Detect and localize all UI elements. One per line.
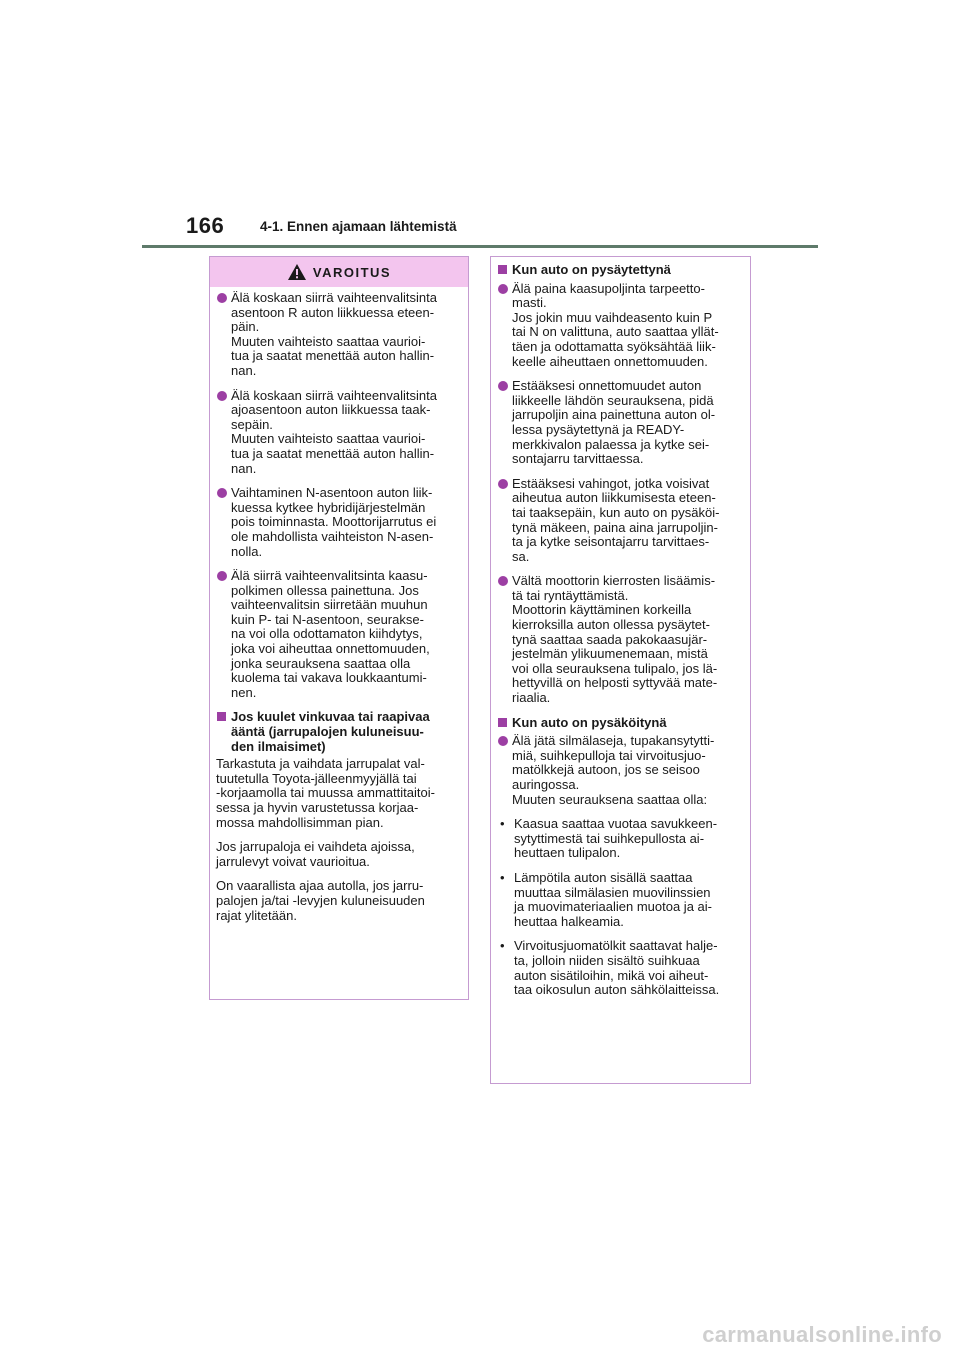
bullet-dot-icon xyxy=(498,576,508,586)
paragraph: Jos jarrupaloja ei vaihdeta ajoissa, jarrulevyt voivat vaurioitua. xyxy=(216,839,415,869)
bullet-dot-icon xyxy=(217,391,227,401)
bullet-text: Älä siirrä vaihteenvalitsinta kaasu- polkimen ollessa painettuna. Jos vaihteenvalitsin siirretään muuhun kuin P- tai N-asentoon, seurakse- na voi olla odottamaton kiihdytys, joka voi aiheuttaa onnettomuuden, jonka seurauksena saattaa olla kuolema tai vakava loukkaantumi- nen. xyxy=(231,568,430,700)
sub-item-text: Kaasua saattaa vuotaa savukkeen- sytyttimestä tai suihkepullosta ai- heuttaen tulipalon. xyxy=(514,816,718,861)
square-bullet-icon xyxy=(498,718,507,727)
bullet-text: Vältä moottorin kierrosten lisäämis- tä tai ryntäyttämistä. Moottorin käyttäminen korkeilla kierroksilla auton ollessa pysäytet- tynä saattaa saada pakokaasujär- jestelmän ylikuumenemaan, mistä voi olla seurauksena tulipalo, jos lä- hettyvillä on helposti syttyvää mate- riaalia. xyxy=(512,573,718,706)
paragraph: On vaarallista ajaa autolla, jos jarru- palojen ja/tai -levyjen kuluneisuuden rajat ylitetään. xyxy=(216,878,425,923)
watermark-logo: carmanualsonline.info xyxy=(702,1322,942,1347)
bullet-mark: • xyxy=(500,869,505,885)
heading-text: Kun auto on pysäköitynä xyxy=(512,714,667,730)
sub-item-text: Lämpötila auton sisällä saattaa muuttaa silmälasien muovilinssien ja muovimateriaalien muotoa ja ai- heuttaa halkeamia. xyxy=(514,869,712,929)
bullet-dot-icon xyxy=(498,479,508,489)
square-bullet-icon xyxy=(498,265,507,274)
bullet-mark: • xyxy=(500,938,505,954)
bullet-text: Älä jätä silmälaseja, tupakansytytti- miä, suihkepulloja tai virvoitusjuo- matölkkejä autoon, jos se seisoo auringossa. Muuten seurauksena saattaa olla: xyxy=(512,733,715,807)
header-rule xyxy=(142,245,818,248)
heading-text: Kun auto on pysäytettynä xyxy=(512,262,671,277)
bullet-dot-icon xyxy=(217,488,227,498)
bullet-text: Vaihtaminen N-asentoon auton liik- kuessa kytkee hybridijärjestelmän pois toiminnasta. Moottorijarrutus ei ole mahdollista vaihteiston N-asen- nolla. xyxy=(231,485,437,559)
list-item xyxy=(216,486,462,559)
bullet-dot-icon xyxy=(498,381,508,391)
bullet-dot-icon xyxy=(498,736,508,746)
list-item xyxy=(497,282,744,370)
paragraph: Tarkastuta ja vaihdata jarrupalat val- tuutetulla Toyota-jälleenmyyjällä tai -korjaamolla tai muussa ammattitaitoi- sessa ja hyvin varustetussa korjaa- mossa mahdollisimman pian. xyxy=(216,756,435,830)
list-item xyxy=(216,291,462,379)
warning-box xyxy=(209,256,469,1000)
sub-list-item xyxy=(497,817,744,861)
warning-title: VAROITUS xyxy=(312,264,392,280)
sub-list-item xyxy=(497,939,744,997)
bullet-text: Estääksesi vahingot, jotka voisivat aiheutua auton liikkumisesta eteen- tai taaksepäin, kun auto on pysäköi- tynä mäkeen, paina aina jarrupoljin- ta ja kytke seisontajarru tarvittaes- sa. xyxy=(512,475,720,564)
bullet-dot-icon xyxy=(217,293,227,303)
subsection-heading xyxy=(497,716,744,731)
bullet-text: Älä koskaan siirrä vaihteenvalitsinta ajoasentoon auton liikkuessa taak- sepäin. Muuten vaihteisto saattaa vaurioi- tua ja saatat menettää auton hallin- nan. xyxy=(231,387,437,476)
list-item xyxy=(497,734,744,807)
subsection-heading xyxy=(216,710,462,754)
subsection-heading xyxy=(497,263,744,278)
sub-item-text: Virvoitusjuomatölkit saattavat halje- ta, jolloin niiden sisältö suihkuaa auton sisätiloihin, mikä voi aiheut- taa oikosulun auton sähkölaitteissa. xyxy=(514,938,720,998)
list-item xyxy=(216,569,462,700)
bullet-mark: • xyxy=(500,816,505,832)
section-title: 4-1. Ennen ajamaan lähtemistä xyxy=(260,219,457,234)
sub-list-item xyxy=(497,871,744,929)
list-item xyxy=(497,379,744,467)
list-item xyxy=(216,389,462,477)
bullet-text: Älä paina kaasupoljinta tarpeetto- masti. Jos jokin muu vaihdeasento kuin P tai N on valittuna, auto saattaa yllät- täen ja odottamatta syöksähtää liik- keelle aiheuttaen onnettomuuden. xyxy=(512,280,719,369)
warning-header xyxy=(210,257,468,287)
bullet-text: Estääksesi onnettomuudet auton liikkeelle lähdön seurauksena, pidä jarrupoljin aina painettuna auton ol- lessa pysäytettynä ja READY- merkkivalon palaessa ja kytke sei- sontajarru tarvittaessa. xyxy=(512,378,716,467)
warning-triangle-icon xyxy=(287,263,307,281)
bullet-text: Älä koskaan siirrä vaihteenvalitsinta asentoon R auton liikkuessa eteen- päin. Muuten vaihteisto saattaa vaurioi- tua ja saatat menettää auton hallin- nan. xyxy=(231,290,437,378)
bullet-dot-icon xyxy=(498,284,508,294)
list-item xyxy=(497,574,744,705)
bullet-dot-icon xyxy=(217,571,227,581)
list-item xyxy=(497,477,744,565)
heading-text: Jos kuulet vinkuvaa tai raapivaa ääntä (jarrupalojen kuluneisuu- den ilmaisimet) xyxy=(231,709,430,754)
square-bullet-icon xyxy=(217,712,226,721)
page-number: 166 xyxy=(186,213,225,238)
parking-warning-box xyxy=(490,256,751,1084)
